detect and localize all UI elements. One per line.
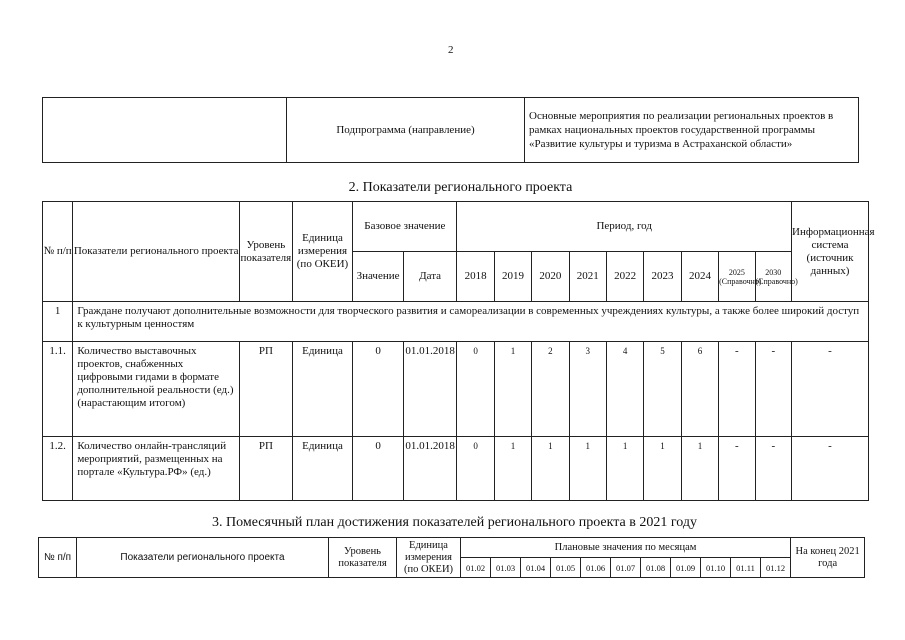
hdr-year-2030: 2030 (Справочно) [755,252,792,302]
row-level: РП [240,342,293,437]
hdr-unit: Единица измерения (по ОКЕИ) [292,202,353,302]
plan-month: 01.05 [551,558,581,578]
row-base-value: 0 [353,437,404,501]
row-value: 1 [532,437,569,501]
plan-month: 01.02 [461,558,491,578]
row-value: 1 [606,437,643,501]
hdr-year: 2023 [644,252,681,302]
row-value: 0 [457,437,494,501]
plan-hdr-num: № п/п [39,538,77,578]
subprogram-table [42,97,859,163]
hdr-year: 2020 [532,252,569,302]
row-info: - [792,437,869,501]
row-num: 1.1. [43,342,73,437]
subprogram-empty-cell [43,98,287,163]
hdr-period: Период, год [457,202,792,252]
row-name: Количество онлайн-трансляций мероприятий, размещенных на портале «Культура.РФ» (ед.) [73,437,240,501]
row-value: 5 [644,342,681,437]
plan-hdr-level: Уровень показателя [329,538,397,578]
row-base-date: 01.01.2018 [403,437,457,501]
plan-hdr-indicator: Показатели регионального проекта [77,538,329,578]
hdr-year: 2018 [457,252,494,302]
hdr-date: Дата [403,252,457,302]
section3-title: 3. Помесячный план достижения показателей регионального проекта в 2021 году [212,515,697,530]
plan-month: 01.12 [761,558,791,578]
group-text: Граждане получают дополнительные возможности для творческого развития и самореализации в современных учреждениях культуры, а также более широкий доступ к культурным ценностям [73,302,869,342]
row-base-value: 0 [353,342,404,437]
row-2030: - [755,437,792,501]
plan-month: 01.06 [581,558,611,578]
hdr-year: 2022 [606,252,643,302]
monthly-plan-table [38,537,865,578]
row-value: 1 [494,342,531,437]
hdr-year: 2024 [681,252,718,302]
subprogram-label: Подпрограмма (направление) [287,98,525,163]
row-base-date: 01.01.2018 [403,342,457,437]
plan-month: 01.07 [611,558,641,578]
hdr-base: Базовое значение [353,202,457,252]
row-2030: - [755,342,792,437]
hdr-info: Информационная система (источник данных) [792,202,869,302]
row-level: РП [240,437,293,501]
subprogram-text: Основные мероприятия по реализации региональных проектов в рамках национальных проектов государственной программы «Развитие культуры и туризма в Астраханской области» [525,98,859,163]
hdr-year: 2021 [569,252,606,302]
plan-hdr-unit: Единица измерения (по ОКЕИ) [397,538,461,578]
hdr-num: № п/п [43,202,73,302]
row-unit: Единица [292,342,353,437]
group-num: 1 [43,302,73,342]
row-value: 6 [681,342,718,437]
row-value: 2 [532,342,569,437]
row-value: 1 [681,437,718,501]
row-2025: - [719,437,755,501]
row-2025: - [719,342,755,437]
row-value: 3 [569,342,606,437]
hdr-level: Уровень показателя [240,202,293,302]
plan-month: 01.03 [491,558,521,578]
row-value: 0 [457,342,494,437]
hdr-indicator: Показатели регионального проекта [73,202,240,302]
plan-month: 01.09 [671,558,701,578]
plan-month: 01.08 [641,558,671,578]
hdr-year: 2019 [494,252,531,302]
row-value: 1 [644,437,681,501]
plan-month: 01.04 [521,558,551,578]
section2-title: 2. Показатели регионального проекта [348,180,573,195]
row-value: 1 [494,437,531,501]
row-unit: Единица [292,437,353,501]
row-info: - [792,342,869,437]
hdr-value: Значение [353,252,404,302]
plan-hdr-end: На конец 2021 года [791,538,865,578]
row-value: 1 [569,437,606,501]
hdr-year-2025: 2025 (Справочно) [719,252,755,302]
row-value: 4 [606,342,643,437]
row-num: 1.2. [43,437,73,501]
plan-month: 01.10 [701,558,731,578]
indicators-table [42,201,875,501]
page-number: 2 [448,44,454,56]
plan-month: 01.11 [731,558,761,578]
row-name: Количество выставочных проектов, снабженных цифровыми гидами в формате дополнительной реальности (ед.) (нарастающим итогом) [73,342,240,437]
plan-hdr-months: Плановые значения по месяцам [461,538,791,558]
